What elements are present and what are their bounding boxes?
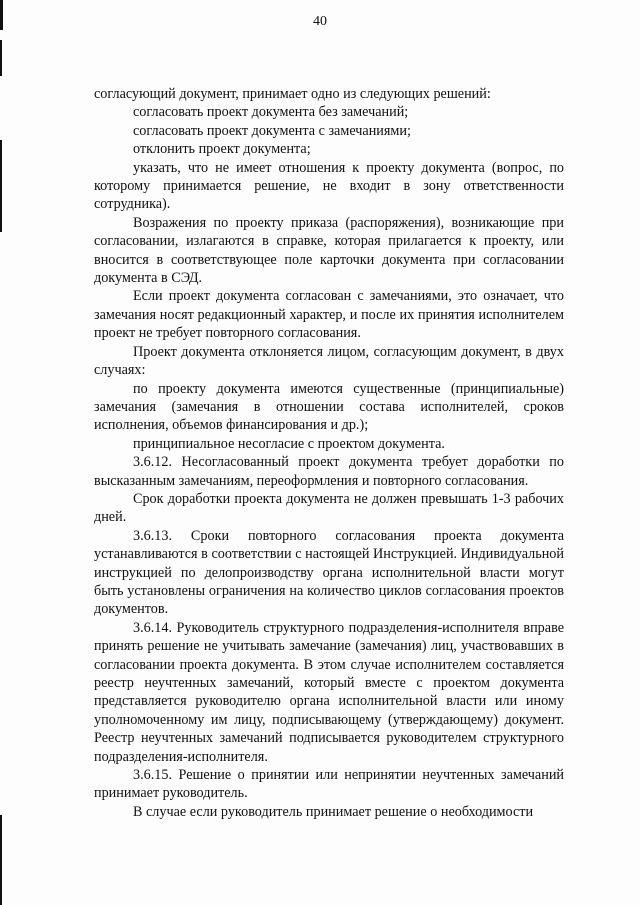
paragraph: принципиальное несогласие с проектом документа. — [133, 435, 445, 452]
paragraph: В случае если руководитель принимает решение о необходимости — [133, 803, 534, 820]
paragraph: 3.6.14. Руководитель структурного подразделения-исполнителя вправе принять решение не учитывать замечание (замечания) лиц, участвовавших в согласовании проекта документа. В этом случае исполнителем составляется реестр неучтенных замечаний, который вместе с проектом документа представляется руководителю органа исполнительной власти или иному уполномоченному им лицу, подписывающему (утверждающему) документ. Реестр неучтенных замечаний подписывается руководителем структурного подразделения-исполнителя. — [94, 619, 564, 765]
document-body — [94, 85, 564, 821]
paragraph: Проект документа отклоняется лицом, согласующим документ, в двух случаях: — [94, 343, 564, 379]
paragraph: по проекту документа имеются существенные (принципиальные) замечания (замечания в отношении состава исполнителей, сроков исполнения, объемов финансирования и др.); — [94, 380, 564, 434]
paragraph: согласовать проект документа без замечаний; — [133, 104, 409, 121]
paragraph: 3.6.12. Несогласованный проект документа требует доработки по высказанным замечаниям, переоформления и повторного согласования. — [94, 454, 564, 489]
paragraph: отклонить проект документа; — [133, 141, 311, 158]
scan-edge-mark-upper — [0, 40, 2, 76]
paragraph: 3.6.15. Решение о принятии или непринятии неучтенных замечаний принимает руководитель. — [94, 767, 564, 802]
paragraph: 3.6.13. Сроки повторного согласования проекта документа устанавливаются в соответствии с настоящей Инструкцией. Индивидуальной инструкцией по делопроизводству органа исполнительной власти могут быть установлены ограничения на количество циклов согласования проектов документов. — [94, 527, 564, 618]
paragraph: согласовать проект документа с замечаниями; — [133, 122, 411, 139]
paragraph: указать, что не имеет отношения к проекту документа (вопрос, по которому принимается решение, не входит в зону ответственности сотрудника). — [94, 159, 564, 213]
page-number: 40 — [313, 14, 327, 29]
scan-edge-mark-bottom — [0, 815, 2, 905]
scan-edge-mark-middle — [0, 140, 2, 232]
paragraph: Если проект документа согласован с замечаниями, это означает, что замечания носят редакционный характер, и после их принятия исполнителем проект не требует повторного согласования. — [94, 288, 564, 342]
paragraph: Возражения по проекту приказа (распоряжения), возникающие при согласовании, излагаются в справке, которая прилагается к проекту, или вносится в соответствующее поле карточки документа при согласовании документа в СЭД. — [94, 214, 564, 287]
paragraph: согласующий документ, принимает одно из следующих решений: — [94, 86, 491, 102]
paragraph: Срок доработки проекта документа не должен превышать 1-3 рабочих дней. — [94, 490, 564, 526]
